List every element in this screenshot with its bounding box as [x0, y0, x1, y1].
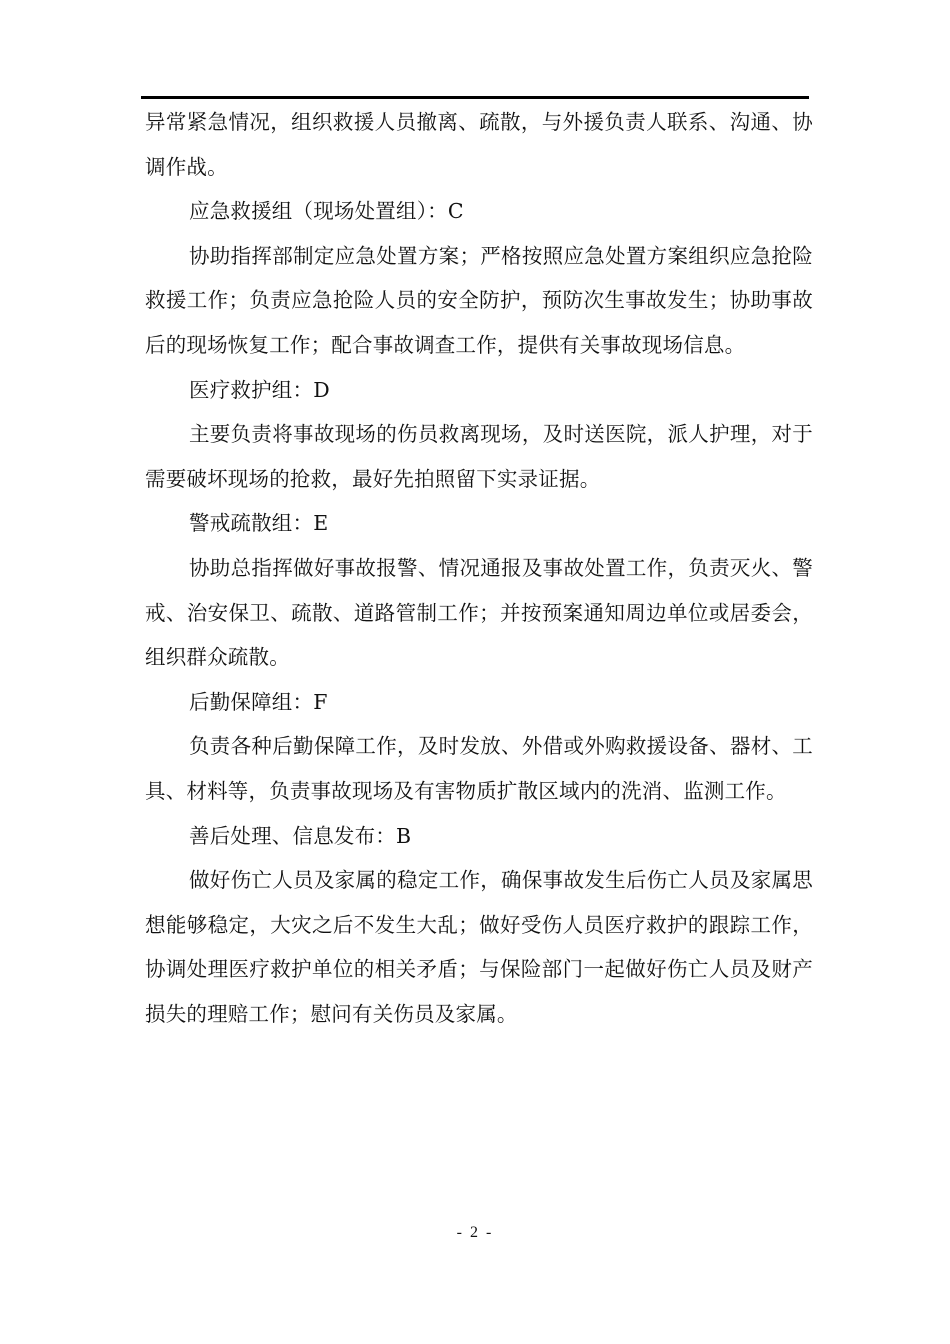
- section-heading-evacuation: 警戒疏散组：E: [189, 511, 329, 536]
- paragraph-evacuation: 协助总指挥做好事故报警、情况通报及事故处置工作，负责灭火、警戒、治安保卫、疏散、道路管制工作；并按预案通知周边单位或居委会，组织群众疏散。: [145, 555, 813, 670]
- section-heading-medical: 医疗救护组：D: [189, 377, 330, 402]
- section-heading-logistics: 后勤保障组：F: [189, 689, 328, 714]
- paragraph-continuation: 异常紧急情况，组织救援人员撤离、疏散，与外援负责人联系、沟通、协调作战。: [145, 110, 813, 179]
- section-heading-aftermath: 善后处理、信息发布：B: [189, 823, 412, 848]
- paragraph-logistics: 负责各种后勤保障工作，及时发放、外借或外购救援设备、器材、工具、材料等，负责事故现场及有害物质扩散区域内的洗消、监测工作。: [145, 734, 813, 803]
- document-body: [145, 100, 813, 1036]
- section-heading-emergency-rescue: 应急救援组（现场处置组）：C: [189, 199, 464, 224]
- paragraph-emergency-rescue: 协助指挥部制定应急处置方案；严格按照应急处置方案组织应急抢险救援工作；负责应急抢险人员的安全防护，预防次生事故发生；协助事故后的现场恢复工作；配合事故调查工作，提供有关事故现场信息。: [145, 243, 813, 357]
- page-number: - 2 -: [456, 1224, 494, 1241]
- header-rule: [141, 96, 809, 99]
- paragraph-aftermath: 做好伤亡人员及家属的稳定工作，确保事故发生后伤亡人员及家属思想能够稳定，大灾之后不发生大乱；做好受伤人员医疗救护的跟踪工作，协调处理医疗救护单位的相关矛盾；与保险部门一起做好伤亡人员及财产损失的理赔工作；慰问有关伤员及家属。: [145, 868, 813, 1026]
- paragraph-medical: 主要负责将事故现场的伤员救离现场，及时送医院，派人护理，对于需要破坏现场的抢救，最好先拍照留下实录证据。: [145, 422, 813, 491]
